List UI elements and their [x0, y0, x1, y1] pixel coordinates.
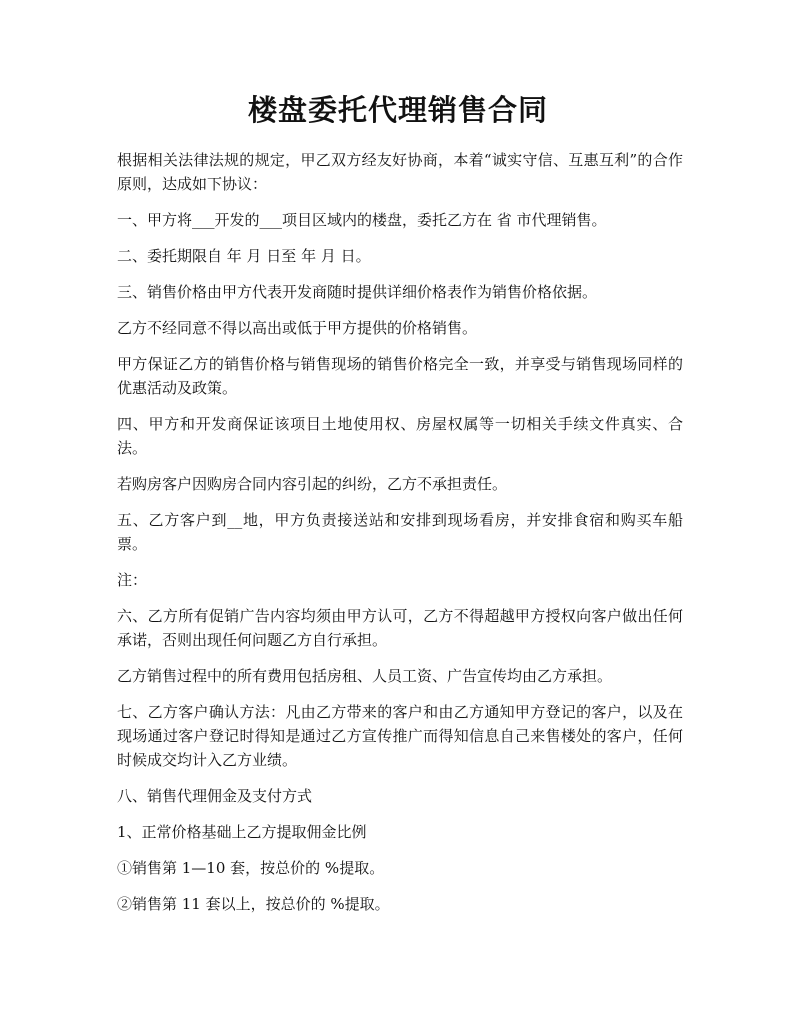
- paragraph-clause-5: 五、乙方客户到__地，甲方负责接送站和安排到现场看房，并安排食宿和购买车船票。: [117, 511, 683, 553]
- paragraph-note-label: 注：: [117, 571, 148, 589]
- paragraph-clause-3: 三、销售价格由甲方代表开发商随时提供详细价格表作为销售价格依据。: [117, 283, 598, 301]
- paragraph-commission-tier-2: ②销售第 11 套以上，按总价的 %提取。: [117, 895, 390, 913]
- paragraph-clause-8: 八、销售代理佣金及支付方式: [117, 787, 313, 805]
- paragraph-clause-7: 七、乙方客户确认方法：凡由乙方带来的客户和由乙方通知甲方登记的客户，以及在现场通过客户登记时得知是通过乙方宣传推广而得知信息自己来售楼处的客户，任何时候成交均计入乙方业绩。: [117, 703, 683, 769]
- paragraph-intro: 根据相关法律法规的规定，甲乙双方经友好协商，本着“诚实守信、互惠互利”的合作原则，达成如下协议：: [117, 151, 683, 193]
- paragraph-clause-4-note: 若购房客户因购房合同内容引起的纠纷，乙方不承担责任。: [117, 475, 508, 493]
- paragraph-clause-1: 一、甲方将___开发的___项目区域内的楼盘，委托乙方在 省 市代理销售。: [117, 211, 607, 229]
- paragraph-clause-3-note-2: 甲方保证乙方的销售价格与销售现场的销售价格完全一致，并享受与销售现场同样的优惠活动及政策。: [117, 355, 683, 397]
- paragraph-clause-8-item-1: 1、正常价格基础上乙方提取佣金比例: [117, 823, 367, 841]
- paragraph-clause-6: 六、乙方所有促销广告内容均须由甲方认可，乙方不得超越甲方授权向客户做出任何承诺，否则出现任何问题乙方自行承担。: [117, 607, 683, 649]
- paragraph-clause-2: 二、委托期限自 年 月 日至 年 月 日。: [117, 247, 371, 265]
- paragraph-commission-tier-1: ①销售第 1—10 套，按总价的 %提取。: [117, 859, 385, 877]
- paragraph-clause-4: 四、甲方和开发商保证该项目土地使用权、房屋权属等一切相关手续文件真实、合法。: [117, 415, 683, 457]
- paragraph-clause-6-note: 乙方销售过程中的所有费用包括房租、人员工资、广告宣传均由乙方承担。: [117, 667, 613, 685]
- document-body: [117, 148, 683, 928]
- paragraph-clause-3-note-1: 乙方不经同意不得以高出或低于甲方提供的价格销售。: [117, 319, 478, 337]
- document-title: 楼盘委托代理销售合同: [247, 93, 548, 127]
